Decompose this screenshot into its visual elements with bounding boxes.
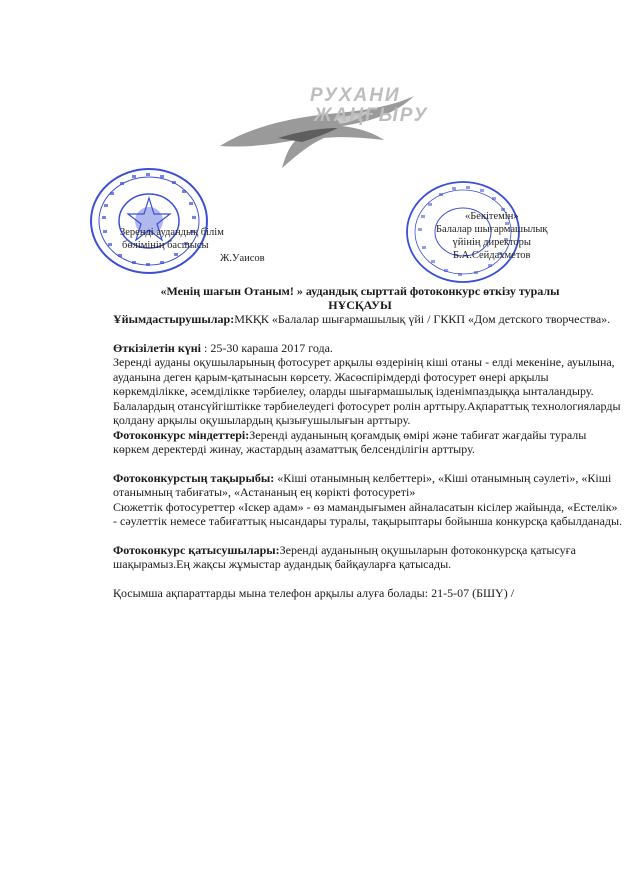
participants-label: Фотоконкурс қатысушылары: (113, 542, 280, 557)
logo-line-1: РУХАНИ (310, 85, 401, 106)
goal-paragraph: Зеренді ауданы оқушыларының фотосурет арқылы өздерінің кіші отаны - елді мекеніне, ауылына, ауданына деген қарым-қатынасын көрсету. Жасөспірімдерді фотосурет өнері арқылы көркемділікке, әсемділікке тәрбиелеу, оларды шығармашылық ізденімпаздыққа ынталандыру. (113, 355, 615, 398)
themes-paragraph (113, 471, 623, 500)
tasks-label: Фотоконкурс міндеттері: (113, 427, 250, 442)
participants-paragraph (113, 543, 623, 572)
tasks-text: Зеренді ауданының қоғамдық өмірі және табиғат жағдайы туралы көркем деректерді жинау, жастардың азаматтық белсенділігін арттыру. (113, 427, 587, 456)
organizers-label: Ұйымдастырушылар: (113, 312, 235, 326)
approval-right-line-3: үйінің директоры (452, 237, 531, 248)
logo-text (310, 86, 429, 126)
title-line-1: «Менің шағын Отаным! » аудандық сырттай фотоконкурс өткізу туралы (160, 284, 560, 298)
date-paragraph (113, 341, 623, 356)
rukhani-zhangyru-logo (218, 78, 448, 174)
approval-right-line-2: Балалар шығармашылық (436, 224, 548, 235)
themes-text: «Кіші отанымның келбеттері», «Кіші отанымның сәулеті», «Кіші отанымның табиғаты», «Астананың ең көрікті фотосуреті» (113, 470, 612, 499)
themes-paragraph-2: Сюжеттік фотосуреттер «Іскер адам» - өз мамандығымен айналасатын кісілер жайында, «Естелік» - сәулеттік немесе табиғаттық нысандары туралы, тақырыптары бойынша конкурсқа қабылданады. (113, 499, 623, 528)
approval-right (436, 210, 548, 262)
approval-left (120, 226, 265, 265)
document-body (113, 312, 623, 600)
organizers-text: МКҚК «Балалар шығармашылық үйі / ГККП «Дом детского творчества». (234, 312, 611, 326)
title-line-2: НҰСҚАУЫ (328, 298, 392, 312)
goal-paragraph-2: Балалардың отансүйгіштікке тәрбиелеудегі фотосурет ролін арттыру.Ақпараттық технологияларды қолдану арқылы оқушылардың қызығушылығын арттыру. (113, 398, 621, 427)
themes-label: Фотоконкурстың тақырыбы: (113, 470, 275, 485)
approval-left-line-2: бөлімінің басшысы (122, 240, 209, 251)
tasks-paragraph (113, 428, 623, 457)
organizers-paragraph (113, 312, 623, 327)
contact-paragraph: Қосымша ақпараттарды мына телефон арқылы алуға болады: 21-5-07 (БШҮ) / (113, 585, 515, 600)
approval-right-line-1: «Бекітемін» (464, 211, 519, 222)
approval-right-line-4: Б.А.Сейдахметов (453, 250, 531, 261)
approval-left-line-3: Ж.Уаисов (220, 253, 265, 264)
participants-text: Зеренді ауданының оқушыларын фотоконкурсқа қатысуға шақырамыз.Ең жақсы жұмыстар аудандық байқауларға қатысады. (113, 542, 576, 571)
document-title (100, 284, 620, 312)
logo-line-2: ЖАҢҒЫРУ (314, 105, 429, 126)
approval-left-line-1: Зеренді аудандық білім (120, 227, 224, 238)
date-label: Өткізілетін күні (113, 340, 201, 355)
date-text: : 25-30 караша 2017 года. (201, 340, 333, 355)
